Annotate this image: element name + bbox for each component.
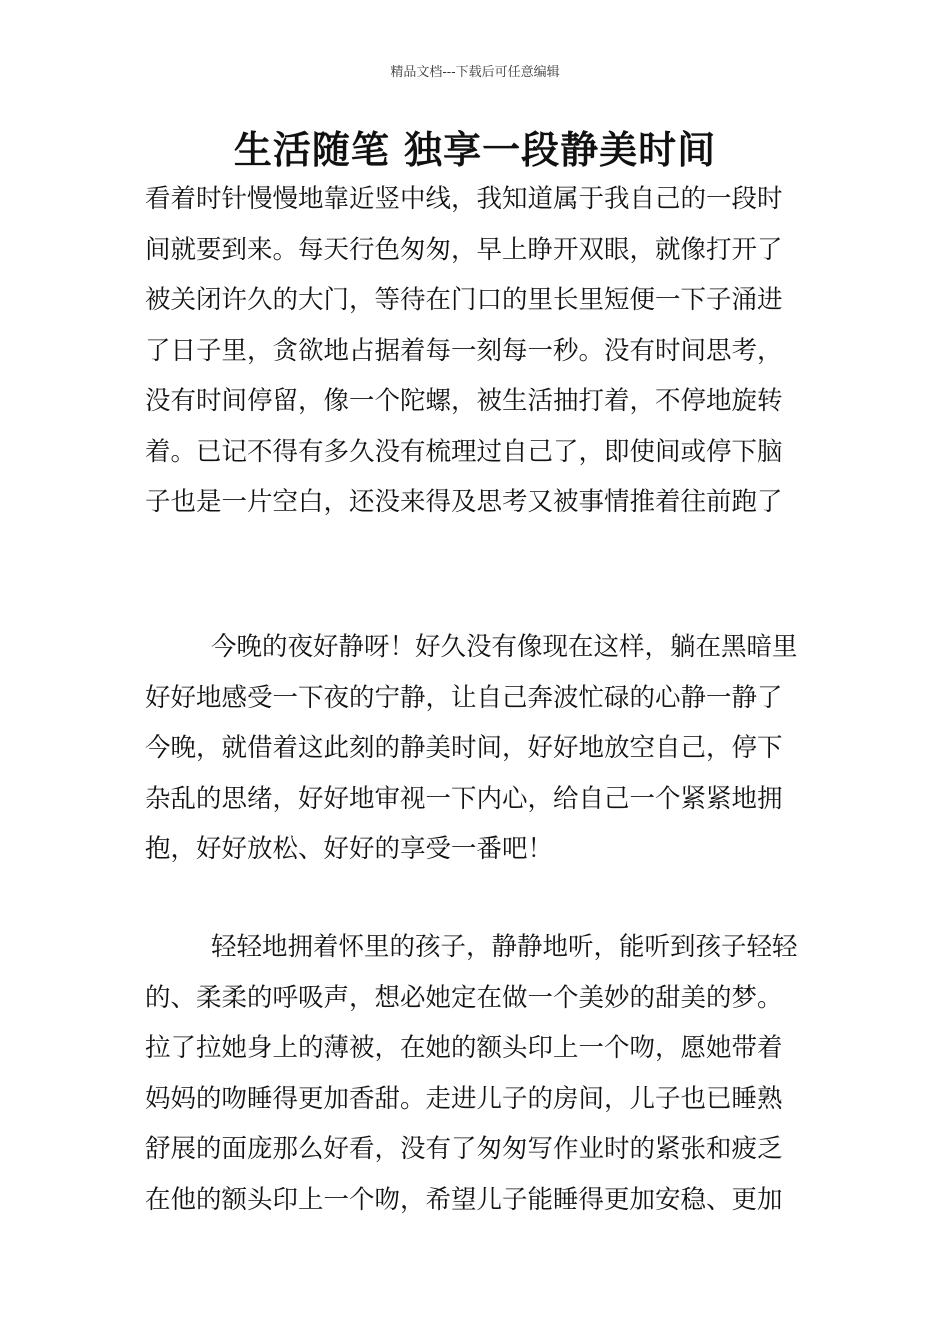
paragraph-line: 拉了拉她身上的薄被，在她的额头印上一个吻，愿她带着 (145, 1033, 783, 1063)
paragraph-line: 看着时针慢慢地靠近竖中线，我知道属于我自己的一段时 (145, 184, 783, 214)
paragraph-line: 舒展的面庞那么好看，没有了匆匆写作业时的紧张和疲乏 (145, 1134, 783, 1164)
paragraph-line: 着。已记不得有多久没有梳理过自己了，即使间或停下脑 (145, 436, 783, 467)
paragraph-line: 的、柔柔的呼吸声，想必她定在做一个美妙的甜美的梦。 (145, 982, 783, 1013)
paragraph-line: 抱，好好放松、好好的享受一番吧！ (145, 834, 554, 864)
paragraph-line: 被关闭许久的大门，等待在门口的里长里短便一下子涌进 (145, 285, 783, 315)
paragraph-line: 了日子里，贪欲地占据着每一刻每一秒。没有时间思考， (145, 335, 783, 366)
paragraph-line: 好好地感受一下夜的宁静，让自己奔波忙碌的心静一静了 (145, 682, 783, 713)
paragraph-line: 今晚的夜好静呀！好久没有像现在这样，躺在黑暗里 (211, 632, 798, 662)
paragraph-2 (145, 622, 810, 875)
paragraph-1 (145, 174, 810, 528)
paragraph-line: 今晚，就借着这此刻的静美时间，好好地放空自己，停下 (145, 733, 783, 763)
article-title: 生活随笔 独享一段静美时间 (233, 128, 717, 172)
paragraph-line: 轻轻地拥着怀里的孩子，静静地听，能听到孩子轻轻 (211, 932, 798, 962)
paragraph-3 (145, 922, 810, 1225)
page-header: 精品文档---下载后可任意编辑 (390, 65, 560, 80)
paragraph-line: 子也是一片空白，还没来得及思考又被事情推着往前跑了 (145, 487, 783, 517)
paragraph-line: 在他的额头印上一个吻，希望儿子能睡得更加安稳、更加 (145, 1184, 783, 1215)
paragraph-line: 杂乱的思绪，好好地审视一下内心，给自己一个紧紧地拥 (145, 783, 783, 814)
paragraph-line: 妈妈的吻睡得更加香甜。走进儿子的房间，儿子也已睡熟 (145, 1083, 783, 1114)
paragraph-line: 间就要到来。每天行色匆匆，早上睁开双眼，就像打开了 (145, 234, 783, 265)
paragraph-line: 没有时间停留，像一个陀螺，被生活抽打着，不停地旋转 (145, 386, 783, 416)
